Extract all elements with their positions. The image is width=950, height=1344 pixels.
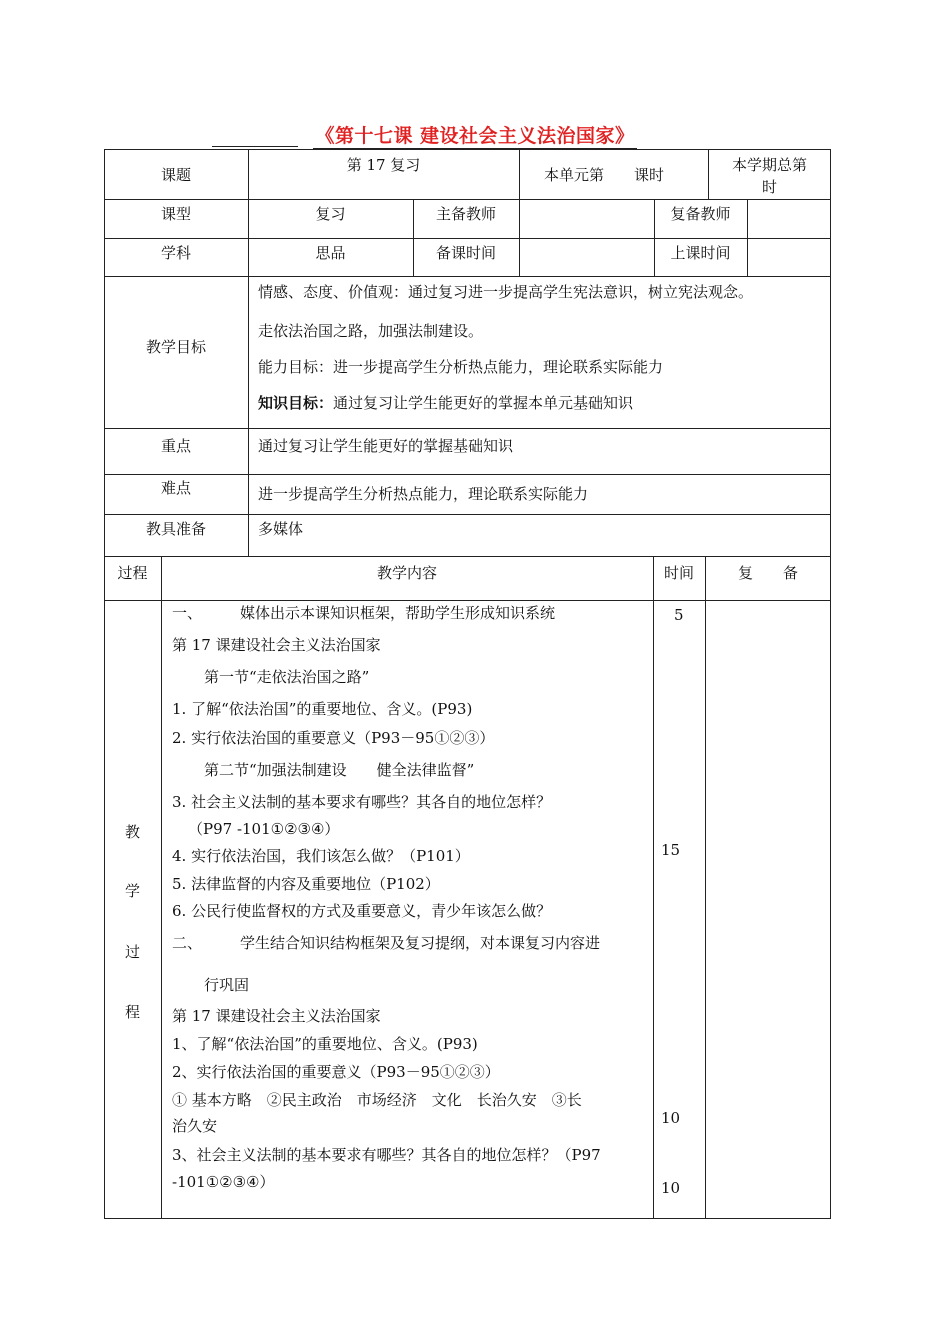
unit-hour-label: 本单元第 课时 <box>544 166 665 184</box>
time-value: 5 <box>674 606 684 624</box>
row-divider <box>104 474 831 475</box>
process-side-char: 学 <box>124 882 140 900</box>
section-heading: 学生结合知识结构框架及复习提纲，对本课复习内容进 <box>240 934 601 952</box>
content-line: 治久安 <box>172 1117 218 1135</box>
row-divider <box>104 238 831 239</box>
tools-label: 教具准备 <box>145 520 206 538</box>
process-header-stage: 过程 <box>117 564 148 582</box>
subject-value: 思品 <box>315 244 346 262</box>
col-divider <box>705 556 706 1219</box>
content-line: ① 基本方略 ②民主政治 市场经济 文化 长治久安 ③长 <box>172 1091 582 1109</box>
time-value: 10 <box>661 1109 681 1127</box>
type-label: 课型 <box>160 205 191 223</box>
process-side-char: 过 <box>124 943 140 961</box>
key-point-value: 通过复习让学生能更好的掌握基础知识 <box>258 437 514 455</box>
content-line: 1、了解“依法治国”的重要地位、含义。(P93) <box>172 1035 478 1053</box>
content-line: 4. 实行依法治国，我们该怎么做？（P101） <box>172 847 470 865</box>
content-line: （P97 -101①②③④） <box>188 820 340 838</box>
total-hour-label-2: 时 <box>761 178 777 196</box>
topic-value: 第 17 复习 <box>346 156 421 174</box>
page-title <box>0 121 950 148</box>
section-number: 二、 <box>172 934 203 952</box>
page-title-text: 《第十七课 建设社会主义法治国家》 <box>315 125 635 147</box>
section-number: 一、 <box>172 604 203 622</box>
subject-label: 学科 <box>160 244 191 262</box>
tools-value: 多媒体 <box>258 520 304 538</box>
difficulty-value: 进一步提高学生分析热点能力，理论联系实际能力 <box>258 485 589 503</box>
content-line: 3、社会主义法制的基本要求有哪些？其各自的地位怎样？（P97 <box>172 1146 601 1164</box>
content-line: 3. 社会主义法制的基本要求有哪些？其各自的地位怎样？ <box>172 793 552 811</box>
objectives-label: 教学目标 <box>145 338 206 356</box>
objective-line <box>258 393 633 413</box>
section-heading: 媒体出示本课知识框架，帮助学生形成知识系统 <box>240 604 556 622</box>
objective-line: 走依法治国之路，加强法制建设。 <box>258 322 484 340</box>
difficulty-label: 难点 <box>160 479 191 497</box>
content-line: 第 17 课建设社会主义法治国家 <box>172 1007 381 1025</box>
knowledge-objective-label: 知识目标： <box>258 394 334 412</box>
key-point-label: 重点 <box>160 437 191 455</box>
row-divider <box>104 600 831 601</box>
time-value: 15 <box>661 841 681 859</box>
total-hour-label: 本学期总第 <box>731 156 807 174</box>
row-divider <box>104 514 831 515</box>
row-divider <box>104 428 831 429</box>
process-header-content: 教学内容 <box>376 564 437 582</box>
content-line: 第一节“走依法治国之路” <box>204 668 370 686</box>
col-divider <box>519 149 520 276</box>
content-line: 第二节“加强法制建设 健全法律监督” <box>204 761 475 779</box>
process-header-review: 复 备 <box>737 564 798 582</box>
process-side-char: 教 <box>124 823 140 841</box>
row-divider <box>104 556 831 557</box>
content-line: 1. 了解“依法治国”的重要地位、含义。(P93) <box>172 700 473 718</box>
section-heading-cont: 行巩固 <box>204 976 250 994</box>
time-value: 10 <box>661 1179 681 1197</box>
content-line: 6. 公民行使监督权的方式及重要意义，青少年该怎么做？ <box>172 902 552 920</box>
content-line: 2. 实行依法治国的重要意义（P93－95①②③） <box>172 729 495 747</box>
content-line: -101①②③④） <box>172 1173 275 1191</box>
prep-time-label: 备课时间 <box>435 244 496 262</box>
type-value: 复习 <box>315 205 346 223</box>
col-divider <box>161 556 162 1219</box>
knowledge-objective-text: 通过复习让学生能更好的掌握本单元基础知识 <box>333 394 634 412</box>
class-time-label: 上课时间 <box>670 244 731 262</box>
row-divider <box>104 276 831 277</box>
row-divider <box>104 199 831 200</box>
process-header-time: 时间 <box>663 564 694 582</box>
col-divider <box>653 556 654 1219</box>
content-line: 2、实行依法治国的重要意义（P93－95①②③） <box>172 1063 500 1081</box>
co-teacher-label: 复备教师 <box>670 205 731 223</box>
col-divider <box>747 199 748 276</box>
objective-line: 能力目标：进一步提高学生分析热点能力，理论联系实际能力 <box>258 358 664 376</box>
process-side-char: 程 <box>124 1003 140 1021</box>
main-teacher-label: 主备教师 <box>435 205 496 223</box>
content-line: 5. 法律监督的内容及重要地位（P102） <box>172 875 440 893</box>
content-line: 第 17 课建设社会主义法治国家 <box>172 636 381 654</box>
topic-label: 课题 <box>160 166 191 184</box>
objective-line: 情感、态度、价值观：通过复习进一步提高学生宪法意识，树立宪法观念。 <box>258 283 754 301</box>
